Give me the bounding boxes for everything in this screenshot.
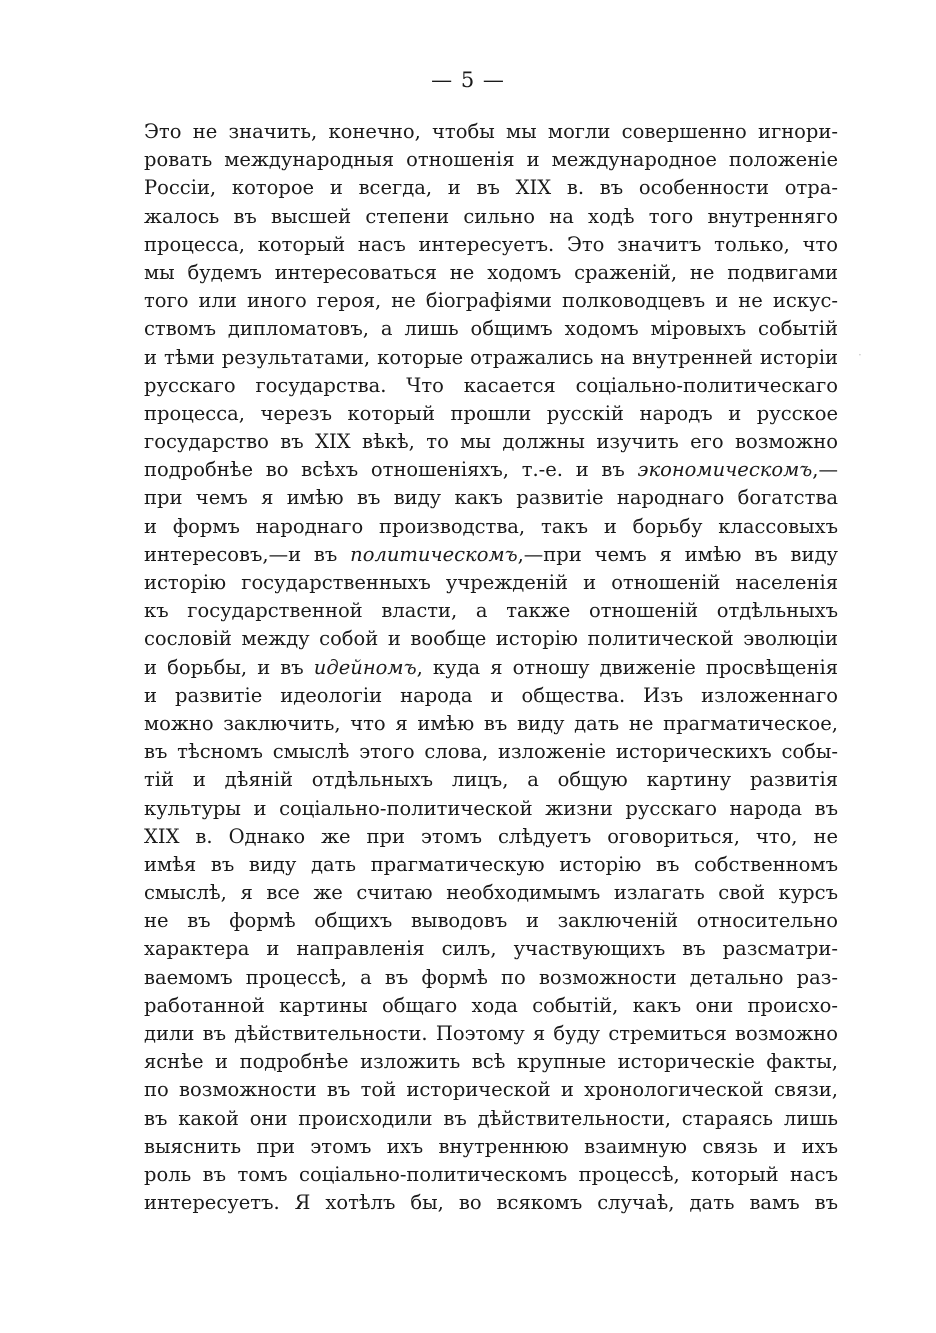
text-line <box>144 259 838 287</box>
text-line <box>144 315 838 343</box>
text-line <box>144 1189 838 1217</box>
text-line <box>144 569 838 597</box>
text-segment: государство въ XIX вѣкѣ, то мы должны изучить его возможно <box>144 430 838 454</box>
text-segment: мы будемъ интересоваться не ходомъ сраженій, не подвигами <box>144 260 838 284</box>
text-segment: Это не значить, конечно, чтобы мы могли совершенно игнори- <box>144 120 838 143</box>
page-number: — 5 — <box>431 68 505 92</box>
text-segment: роль въ томъ соціально-политическомъ процессѣ, который насъ <box>144 1162 838 1186</box>
text-segment: въ какой они происходили въ дѣйствительности, стараясь лишь <box>144 1106 838 1130</box>
text-line <box>144 541 838 569</box>
text-segment: подробнѣе во всѣхъ отношеніяхъ, т.-е. и въ <box>144 458 638 482</box>
text-segment: и борьбы, и въ <box>144 655 314 679</box>
text-segment: интересовъ,—и въ <box>144 542 351 566</box>
text-segment: имѣя въ виду дать прагматическую исторію въ собственномъ <box>144 852 838 876</box>
text-line <box>144 174 838 202</box>
text-segment: жалось въ высшей степени сильно на ходѣ того внутренняго <box>144 204 838 228</box>
text-line <box>144 710 838 738</box>
text-line <box>144 964 838 992</box>
text-segment: XIX в. Однако же при этомъ слѣдуетъ оговориться, что, не <box>144 824 838 848</box>
text-line <box>144 428 838 456</box>
text-segment: интересуетъ. Я хотѣлъ бы, во всякомъ случаѣ, дать вамъ въ <box>144 1191 838 1215</box>
text-line <box>144 879 838 907</box>
text-line <box>144 513 838 541</box>
text-segment: ,—при чемъ я имѣю въ виду <box>517 542 838 566</box>
text-line <box>144 231 838 259</box>
text-segment: процесса, который насъ интересуетъ. Это значитъ только, что <box>144 232 838 256</box>
text-segment: ровать международныя отношенія и международное положеніе <box>144 148 838 172</box>
text-line <box>144 344 838 372</box>
text-line <box>144 484 838 512</box>
text-line <box>144 935 838 963</box>
text-segment: выяснить при этомъ ихъ внутреннюю взаимную связь и ихъ <box>144 1134 838 1158</box>
text-segment: смыслѣ, я все же считаю необходимымъ излагать свой курсъ <box>144 881 838 905</box>
text-line <box>144 597 838 625</box>
text-segment: по возможности въ той исторической и хронологической связи, <box>144 1078 838 1102</box>
text-segment: и тѣми результатами, которые отражались на внутренней исторіи <box>144 345 838 369</box>
text-line <box>144 907 838 935</box>
text-line <box>144 738 838 766</box>
text-segment: характера и направленія силъ, участвующихъ въ разсматри- <box>144 937 838 961</box>
text-segment: Россіи, которое и всегда, и въ XIX в. въ особенности отра- <box>144 176 838 200</box>
text-segment: исторію государственныхъ учрежденій и отношеній населенія <box>144 571 838 594</box>
text-segment: сословій между собой и вообще исторію политической эволюціи <box>144 627 838 651</box>
text-segment: культуры и соціально-политической жизни русскаго народа въ <box>144 796 838 820</box>
ink-speck: · <box>858 348 862 362</box>
text-segment: , куда я отношу движеніе просвѣщенія <box>416 655 839 679</box>
text-segment: процесса, черезъ который прошли русскій народъ и русское <box>144 401 838 425</box>
text-line <box>144 1048 838 1076</box>
emphasized-term: экономическомъ <box>637 458 813 482</box>
text-line <box>144 851 838 879</box>
text-segment: въ тѣсномъ смыслѣ этого слова, изложеніе историческихъ собы- <box>144 740 838 764</box>
text-segment: и развитіе идеологіи народа и общества. Изъ изложеннаго <box>144 683 838 707</box>
text-line <box>144 766 838 794</box>
text-segment: дили въ дѣйствительности. Поэтому я буду стремиться возможно <box>144 1022 838 1045</box>
text-segment: не въ формѣ общихъ выводовъ и заключеній относительно <box>144 909 838 933</box>
text-segment: русскаго государства. Что касается соціально-политическаго <box>144 373 838 397</box>
text-line <box>144 372 838 400</box>
text-line <box>144 625 838 653</box>
text-line <box>144 203 838 231</box>
body-text <box>144 118 838 1217</box>
text-line <box>144 456 838 484</box>
text-line <box>144 146 838 174</box>
text-segment: и формъ народнаго производства, такъ и борьбу классовыхъ <box>144 514 838 538</box>
text-line <box>144 118 838 146</box>
text-segment: при чемъ я имѣю въ виду какъ развитіе народнаго богатства <box>144 486 838 510</box>
text-segment: яснѣе и подробнѣе изложить всѣ крупные историческіе факты, <box>144 1050 838 1074</box>
text-line <box>144 400 838 428</box>
text-line <box>144 287 838 315</box>
text-line <box>144 992 838 1020</box>
text-line <box>144 1133 838 1161</box>
text-segment: къ государственной власти, а также отношеній отдѣльныхъ <box>144 599 838 623</box>
text-line <box>144 682 838 710</box>
text-line <box>144 654 838 682</box>
text-segment: ,— <box>812 458 838 482</box>
emphasized-term: политическомъ <box>350 542 518 566</box>
text-line <box>144 1105 838 1133</box>
text-segment: ваемомъ процессѣ, а въ формѣ по возможности детально раз- <box>144 965 838 989</box>
text-segment: работанной картины общаго хода событій, какъ они происхо- <box>144 993 838 1017</box>
text-segment: того или иного героя, не біографіями полководцевъ и не искус- <box>144 289 838 313</box>
text-segment: можно заключить, что я имѣю въ виду дать не прагматическое, <box>144 711 838 735</box>
text-line <box>144 823 838 851</box>
emphasized-term: идейномъ <box>313 655 417 679</box>
text-line <box>144 1020 838 1048</box>
text-segment: ствомъ дипломатовъ, а лишь общимъ ходомъ міровыхъ событій <box>144 317 838 341</box>
text-segment: тій и дѣяній отдѣльныхъ лицъ, а общую картину развитія <box>144 768 838 792</box>
text-line <box>144 795 838 823</box>
text-line <box>144 1076 838 1104</box>
text-line <box>144 1161 838 1189</box>
